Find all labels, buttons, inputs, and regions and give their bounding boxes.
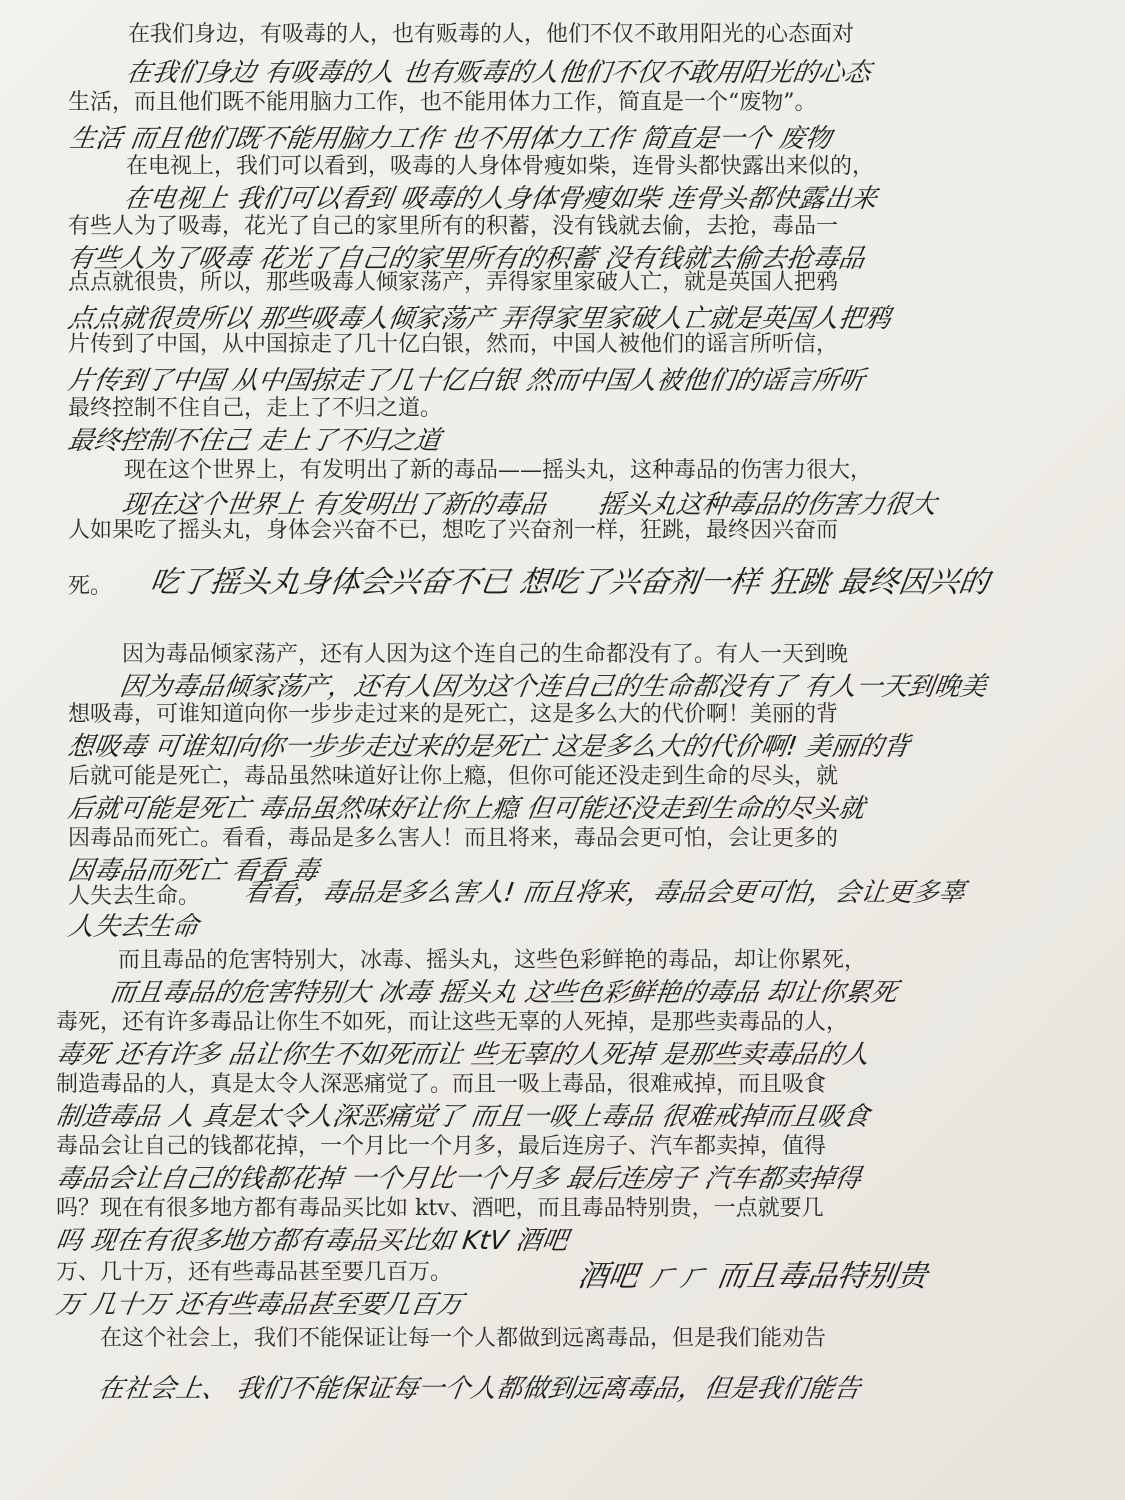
printed-line: 最终控制不住自己，走上了不归之道。	[68, 396, 443, 421]
printed-line: 人失去生命。	[68, 884, 201, 909]
handwritten-line: 吗 现在有很多地方都有毒品买比如 KtV 酒吧	[53, 1226, 570, 1256]
handwritten-line: 现在这个世界上 有发明出了新的毒品 摇头丸这种毒品的伤害力很大	[119, 490, 939, 520]
handwritten-line: 吃了摇头丸身体会兴奋不已 想吃了兴奋剂一样 狂跳 最终因兴的	[147, 565, 992, 600]
handwritten-line: 因为毒品倾家荡产，还有人因为这个连自己的生命都没有了 有人一天到晚美	[117, 672, 989, 702]
printed-line: 吗？现在有很多地方都有毒品买比如 ktv、酒吧，而且毒品特别贵，一点就要几	[56, 1196, 824, 1221]
printed-line: 后就可能是死亡，毒品虽然味道好让你上瘾，但你可能还没走到生命的尽头，就	[68, 764, 839, 789]
printed-line: 制造毒品的人，真是太令人深恶痛觉了。而且一吸上毒品，很难戒掉，而且吸食	[56, 1072, 827, 1097]
printed-line: 在我们身边，有吸毒的人，也有贩毒的人，他们不仅不敢用阳光的心态面对	[128, 22, 855, 47]
printed-line: 想吸毒，可谁知道向你一步步走过来的是死亡，这是多么大的代价啊！美丽的背	[68, 702, 839, 727]
handwritten-line: 而且毒品的危害特别大 冰毒 摇头丸 这些色彩鲜艳的毒品 却让你累死	[107, 978, 900, 1008]
handwritten-line: 有些人为了吸毒 花光了自己的家里所有的积蓄 没有钱就去偷去抢毒品	[65, 244, 867, 274]
printed-line: 因为毒品倾家荡产，还有人因为这个连自己的生命都没有了。有人一天到晚	[122, 642, 849, 667]
handwritten-line: 想吸毒 可谁知向你一步步走过来的是死亡 这是多么大的代价啊! 美丽的背	[65, 732, 912, 762]
printed-line: 在电视上，我们可以看到，吸毒的人身体骨瘦如柴，连骨头都快露出来似的，	[126, 154, 875, 179]
handwritten-line: 后就可能是死亡 毒品虽然味好让你上瘾 但可能还没走到生命的尽头就	[65, 794, 867, 824]
handwritten-line: 制造毒品 人 真是太令人深恶痛觉了 而且一吸上毒品 很难戒掉而且吸食	[53, 1102, 872, 1132]
handwritten-line: 最终控制不住己 走上了不归之道	[65, 426, 443, 456]
printed-line: 现在这个世界上，有发明出了新的毒品——摇头丸，这种毒品的伤害力很大，	[124, 458, 873, 483]
handwritten-line: 在社会上、 我们不能保证每一个人都做到远离毒品，但是我们能告	[95, 1374, 863, 1404]
printed-line: 点点就很贵，所以，那些吸毒人倾家荡产，弄得家里家破人亡，就是英国人把鸦	[68, 270, 839, 295]
handwritten-line: 片传到了中国 从中国掠走了几十亿白银 然而中国人被他们的谣言所听	[65, 366, 867, 396]
handwritten-line: 生活 而且他们既不能用脑力工作 也不用体力工作 简直是一个 废物	[67, 124, 834, 154]
printed-line: 在这个社会上，我们不能保证让每一个人都做到远离毒品，但是我们能劝告	[100, 1326, 827, 1351]
handwritten-line: 看看，毒品是多么害人! 而且将来，毒品会更可怕，会让更多辜	[241, 878, 967, 908]
printed-line: 有些人为了吸毒，花光了自己的家里所有的积蓄，没有钱就去偷，去抢，毒品一	[68, 214, 839, 239]
handwritten-line: 人失去生命	[65, 912, 201, 942]
printed-line: 死。	[68, 574, 113, 599]
printed-line: 而且毒品的危害特别大，冰毒、摇头丸，这些色彩鲜艳的毒品，却让你累死，	[118, 948, 867, 973]
handwritten-line: 点点就很贵所以 那些吸毒人倾家荡产 弄得家里家破人亡就是英国人把鸦	[65, 304, 893, 334]
handwritten-line: 毒品会让自己的钱都花掉 一个月比一个月多 最后连房子 汽车都卖掉得	[53, 1164, 863, 1194]
printed-line: 人如果吃了摇头丸，身体会兴奋不已，想吃了兴奋剂一样，狂跳，最终因兴奋而	[68, 518, 839, 543]
handwritten-line: 因毒品而死亡 看看 毒	[65, 856, 321, 886]
handwritten-line: 万 几十万 还有些毒品甚至要几百万	[53, 1290, 465, 1320]
handwritten-line: 毒死 还有许多 品让你生不如死而让 些无辜的人死掉 是那些卖毒品的人	[53, 1040, 872, 1070]
handwritten-line: 在我们身边 有吸毒的人 也有贩毒的人他们不仅不敢用阳光的心态	[123, 58, 873, 88]
handwritten-line: 酒吧 ㄏㄏ 而且毒品特别贵	[575, 1259, 930, 1294]
printed-line: 毒死，还有许多毒品让你生不如死，而让这些无辜的人死掉，是那些卖毒品的人，	[56, 1010, 849, 1035]
printed-line: 毒品会让自己的钱都花掉，一个月比一个月多，最后连房子、汽车都卖掉，值得	[56, 1134, 827, 1159]
printed-line: 生活，而且他们既不能用脑力工作，也不能用体力工作，简直是一个“废物”。	[68, 90, 817, 115]
printed-line: 片传到了中国，从中国掠走了几十亿白银，然而，中国人被他们的谣言所听信，	[68, 332, 839, 357]
handwritten-line: 在电视上 我们可以看到 吸毒的人身体骨瘦如柴 连骨头都快露出来	[121, 184, 879, 214]
printed-line: 因毒品而死亡。看看，毒品是多么害人！而且将来，毒品会更可怕，会让更多的	[68, 826, 839, 851]
printed-line: 万、几十万，还有些毒品甚至要几百万。	[56, 1260, 453, 1285]
